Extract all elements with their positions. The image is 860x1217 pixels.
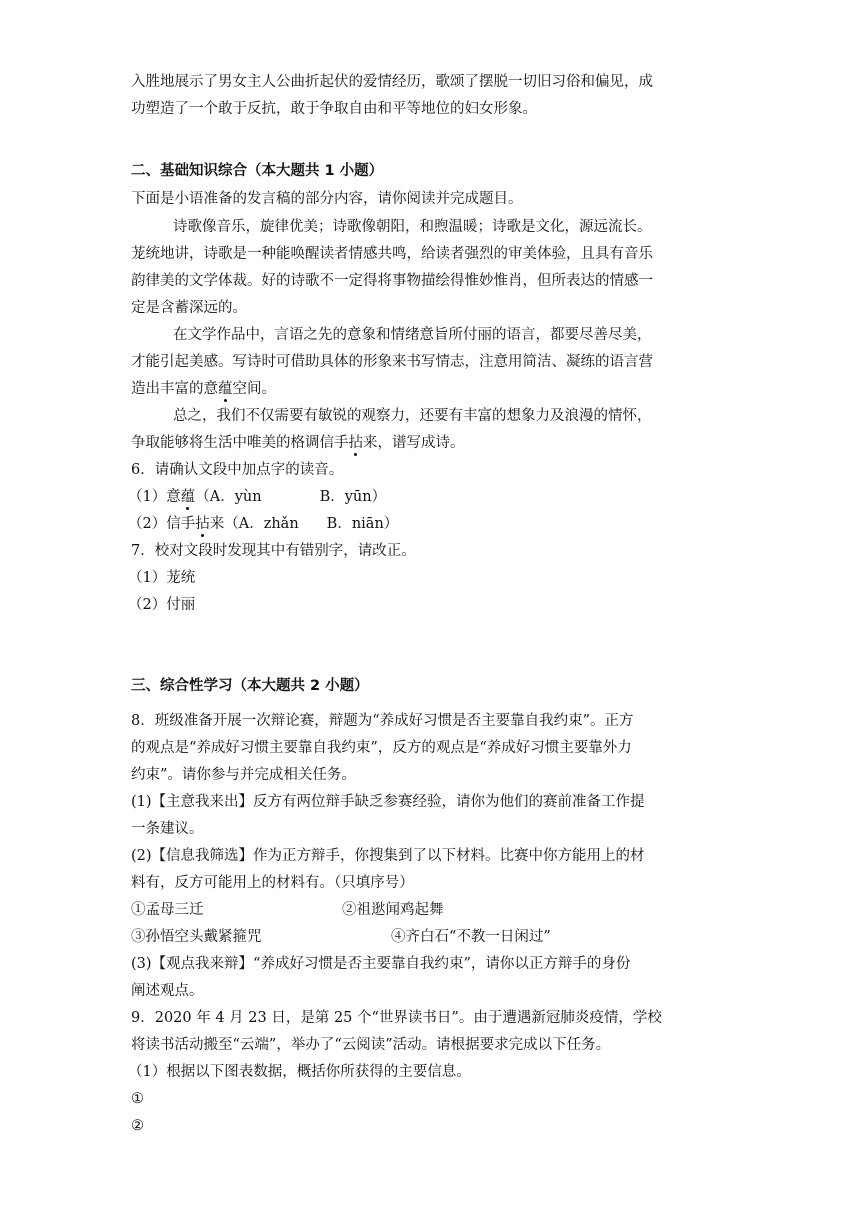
section-3-title: 三、综合性学习（本大题共 2 小题） xyxy=(131,678,369,694)
question-8-line-3: 约束”。请你参与并完成相关任务。 xyxy=(131,767,356,783)
intro-line-2: 功塑造了一个敢于反抗，敢于争取自由和平等地位的妇女形象。 xyxy=(131,101,537,117)
passage-p1-line-4: 定是含蓄深远的。 xyxy=(131,300,247,316)
dotted-char-nian: 拈 xyxy=(348,435,363,451)
answer-blank-1: ① xyxy=(131,1091,144,1107)
question-9-line-2: 将读书活动搬至“云端”，举办了“云阅读”活动。请根据要求完成以下任务。 xyxy=(131,1037,611,1053)
answer-blank-2: ② xyxy=(131,1118,144,1134)
question-8-line-2: 的观点是“养成好习惯主要靠自我约束”，反方的观点是“养成好习惯主要靠外力 xyxy=(131,740,632,756)
question-7-item-1: （1）茏统 xyxy=(128,570,196,586)
question-7-item-2: （2）付丽 xyxy=(128,597,196,613)
passage-p1-line-3: 韵律美的文学体裁。好的诗歌不一定得将事物描绘得惟妙惟肖，但所表达的情感一 xyxy=(131,273,653,289)
option-3: ③孙悟空头戴紧箍咒 xyxy=(131,929,262,945)
passage-p2-line-3: 造出丰富的意蕴空间。 xyxy=(131,381,276,397)
question-6-item-1: （1）意蕴（A．yùn B．yūn） xyxy=(128,489,387,505)
question-7: 7．校对文段时发现其中有错别字，请改正。 xyxy=(131,543,416,559)
question-6: 6．请确认文段中加点字的读音。 xyxy=(131,462,344,478)
question-9-line-3: （1）根据以下图表数据，概括你所获得的主要信息。 xyxy=(128,1064,471,1080)
question-8-line-6: (2)【信息我筛选】作为正方辩手，你搜集到了以下材料。比赛中你方能用上的材 xyxy=(131,848,645,864)
question-8-line-7: 料有，反方可能用上的材料有。（只填序号） xyxy=(131,875,414,891)
passage-p1-line-2: 茏统地讲，诗歌是一种能唤醒读者情感共鸣，给读者强烈的审美体验，且具有音乐 xyxy=(131,246,653,262)
question-8-line-1: 8．班级准备开展一次辩论赛，辩题为“养成好习惯是否主要靠自我约束”。正方 xyxy=(131,713,634,729)
dotted-char-yun: 蕴 xyxy=(218,381,233,397)
passage-p3-line-1: 总之，我们不仅需要有敏锐的观察力，还要有丰富的想象力及浪漫的情怀， xyxy=(173,408,652,424)
section-2-title: 二、基础知识综合（本大题共 1 小题） xyxy=(131,163,384,179)
intro-line-1: 入胜地展示了男女主人公曲折起伏的爱情经历，歌颂了摆脱一切旧习俗和偏见，成 xyxy=(131,74,653,90)
question-8-3-line-1: (3)【观点我来辩】“养成好习惯是否主要靠自我约束”，请你以正方辩手的身份 xyxy=(131,956,631,972)
passage-p2-line-2: 才能引起美感。写诗时可借助具体的形象来书写情志，注意用简洁、凝练的语言营 xyxy=(131,354,653,370)
question-6-item-2: （2）信手拈来（A．zhǎn B．niān） xyxy=(128,516,399,532)
section-2-lead: 下面是小语准备的发言稿的部分内容，请你阅读并完成题目。 xyxy=(131,191,523,207)
question-9-line-1: 9．2020 年 4 月 23 日，是第 25 个“世界读书日”。由于遭遇新冠肺炎疫情，学校 xyxy=(131,1010,662,1026)
passage-p2-line-1: 在文学作品中，言语之先的意象和情绪意旨所付丽的语言，都要尽善尽美， xyxy=(173,327,652,343)
passage-p3-line-2: 争取能够将生活中唯美的格调信手拈来，谱写成诗。 xyxy=(131,435,465,451)
option-4: ④齐白石“不教一日闲过” xyxy=(391,929,551,945)
question-8-3-line-2: 阐述观点。 xyxy=(131,983,204,999)
option-2: ②祖逖闻鸡起舞 xyxy=(342,902,444,918)
question-8-line-5: 一条建议。 xyxy=(131,821,204,837)
option-1: ①孟母三迁 xyxy=(131,902,204,918)
passage-p1-line-1: 诗歌像音乐，旋律优美；诗歌像朝阳，和煦温暖；诗歌是文化，源远流长。 xyxy=(173,219,652,235)
question-8-line-4: (1)【主意我来出】反方有两位辩手缺乏参赛经验，请你为他们的赛前准备工作提 xyxy=(131,794,645,810)
